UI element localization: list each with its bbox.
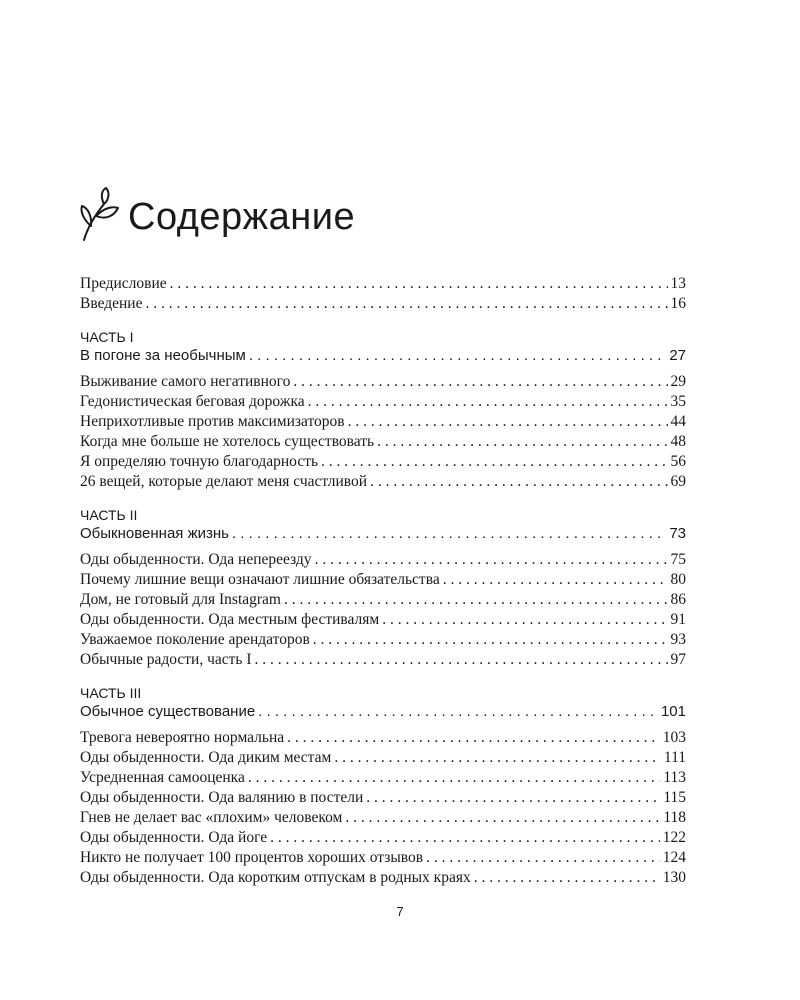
entry-title: Оды обыденности. Ода йоге xyxy=(80,829,268,846)
entry-title: Я определяю точную благодарность xyxy=(80,453,319,470)
dot-leader xyxy=(443,570,668,590)
entry-page-number: 27 xyxy=(669,347,686,364)
toc-heading xyxy=(78,186,355,242)
entry-page-number: 48 xyxy=(670,433,686,450)
entry-page-number: 80 xyxy=(670,571,686,588)
dot-leader xyxy=(258,702,658,722)
entry-page-number: 103 xyxy=(662,729,686,746)
entry-title: Оды обыденности. Ода валянию в постели xyxy=(80,789,364,806)
dot-leader xyxy=(284,590,668,610)
chapter-entry[interactable] xyxy=(80,452,686,472)
entry-page-number: 118 xyxy=(663,809,686,826)
entry-title: Обыкновенная жизнь xyxy=(80,525,229,542)
toc-entry[interactable] xyxy=(80,274,686,294)
entry-page-number: 44 xyxy=(670,413,686,430)
chapter-entry[interactable] xyxy=(80,610,686,630)
part-label: ЧАСТЬ III xyxy=(80,685,142,701)
entry-page-number: 122 xyxy=(662,829,686,846)
dot-leader xyxy=(366,788,660,808)
entry-page-number: 101 xyxy=(660,703,686,720)
chapter-entry[interactable] xyxy=(80,472,686,492)
chapter-entry[interactable] xyxy=(80,788,686,808)
dot-leader xyxy=(315,550,668,570)
dot-leader xyxy=(370,472,667,492)
page-number: 7 xyxy=(396,904,404,919)
part-title-entry[interactable] xyxy=(80,524,686,544)
dot-leader xyxy=(474,868,660,888)
chapter-entry[interactable] xyxy=(80,848,686,868)
entry-page-number: 29 xyxy=(670,373,686,390)
dot-leader xyxy=(287,728,660,748)
dot-leader xyxy=(348,412,668,432)
page-title: Содержание xyxy=(128,195,356,238)
entry-title: Обычное существование xyxy=(80,703,256,720)
entry-page-number: 13 xyxy=(670,275,686,292)
part-label: ЧАСТЬ I xyxy=(80,329,134,345)
chapter-entry[interactable] xyxy=(80,650,686,670)
dot-leader xyxy=(321,452,667,472)
dot-leader xyxy=(248,768,660,788)
part-title-entry[interactable] xyxy=(80,346,686,366)
entry-page-number: 16 xyxy=(670,295,686,312)
entry-title: В погоне за необычным xyxy=(80,347,246,364)
entry-page-number: 124 xyxy=(662,849,686,866)
chapter-entry[interactable] xyxy=(80,432,686,452)
chapter-entry[interactable] xyxy=(80,372,686,392)
chapter-entry[interactable] xyxy=(80,808,686,828)
table-of-contents xyxy=(80,274,686,888)
entry-page-number: 113 xyxy=(663,769,686,786)
entry-title: Усредненная самооценка xyxy=(80,769,245,786)
entry-title: Введение xyxy=(80,295,143,312)
entry-title: Никто не получает 100 процентов хороших отзывов xyxy=(80,849,424,866)
part-label: ЧАСТЬ II xyxy=(80,507,138,523)
entry-title: Тревога невероятно нормальна xyxy=(80,729,285,746)
entry-title: Неприхотливые против максимизаторов xyxy=(80,413,345,430)
entry-title: Обычные радости, часть I xyxy=(80,651,252,668)
entry-title: Предисловие xyxy=(80,275,167,292)
dot-leader xyxy=(293,372,667,392)
entry-page-number: 115 xyxy=(663,789,686,806)
dot-leader xyxy=(145,294,667,314)
dot-leader xyxy=(377,432,667,452)
entry-title: Оды обыденности. Ода непереезду xyxy=(80,551,312,568)
entry-page-number: 75 xyxy=(670,551,686,568)
chapter-entry[interactable] xyxy=(80,828,686,848)
chapter-entry[interactable] xyxy=(80,550,686,570)
chapter-entry[interactable] xyxy=(80,570,686,590)
leaf-sprig-icon xyxy=(78,186,120,242)
dot-leader xyxy=(313,630,668,650)
dot-leader xyxy=(255,650,668,670)
chapter-entry[interactable] xyxy=(80,590,686,610)
toc-entry[interactable] xyxy=(80,294,686,314)
entry-title: Уважаемое поколение арендаторов xyxy=(80,631,310,648)
entry-page-number: 86 xyxy=(670,591,686,608)
chapter-entry[interactable] xyxy=(80,392,686,412)
entry-page-number: 93 xyxy=(670,631,686,648)
entry-page-number: 130 xyxy=(662,869,686,886)
entry-page-number: 35 xyxy=(670,393,686,410)
chapter-entry[interactable] xyxy=(80,868,686,888)
entry-title: Оды обыденности. Ода местным фестивалям xyxy=(80,611,380,628)
entry-title: Почему лишние вещи означают лишние обязательства xyxy=(80,571,440,588)
entry-page-number: 73 xyxy=(669,525,686,542)
dot-leader xyxy=(308,392,668,412)
chapter-entry[interactable] xyxy=(80,630,686,650)
entry-page-number: 97 xyxy=(670,651,686,668)
chapter-entry[interactable] xyxy=(80,728,686,748)
dot-leader xyxy=(334,748,661,768)
entry-title: 26 вещей, которые делают меня счастливой xyxy=(80,473,368,490)
dot-leader xyxy=(249,346,666,366)
entry-title: Оды обыденности. Ода коротким отпускам в родных краях xyxy=(80,869,471,886)
dot-leader xyxy=(270,828,660,848)
entry-page-number: 69 xyxy=(670,473,686,490)
chapter-entry[interactable] xyxy=(80,748,686,768)
dot-leader xyxy=(345,808,660,828)
part-title-entry[interactable] xyxy=(80,702,686,722)
entry-title: Оды обыденности. Ода диким местам xyxy=(80,749,332,766)
entry-page-number: 56 xyxy=(670,453,686,470)
entry-page-number: 91 xyxy=(670,611,686,628)
chapter-entry[interactable] xyxy=(80,412,686,432)
chapter-entry[interactable] xyxy=(80,768,686,788)
entry-title: Гнев не делает вас «плохим» человеком xyxy=(80,809,343,826)
entry-title: Гедонистическая беговая дорожка xyxy=(80,393,305,410)
dot-leader xyxy=(170,274,668,294)
entry-title: Когда мне больше не хотелось существовать xyxy=(80,433,375,450)
dot-leader xyxy=(382,610,667,630)
dot-leader xyxy=(426,848,660,868)
entry-title: Дом, не готовый для Instagram xyxy=(80,591,281,608)
dot-leader xyxy=(232,524,666,544)
entry-page-number: 111 xyxy=(663,749,686,766)
entry-title: Выживание самого негативного xyxy=(80,373,291,390)
